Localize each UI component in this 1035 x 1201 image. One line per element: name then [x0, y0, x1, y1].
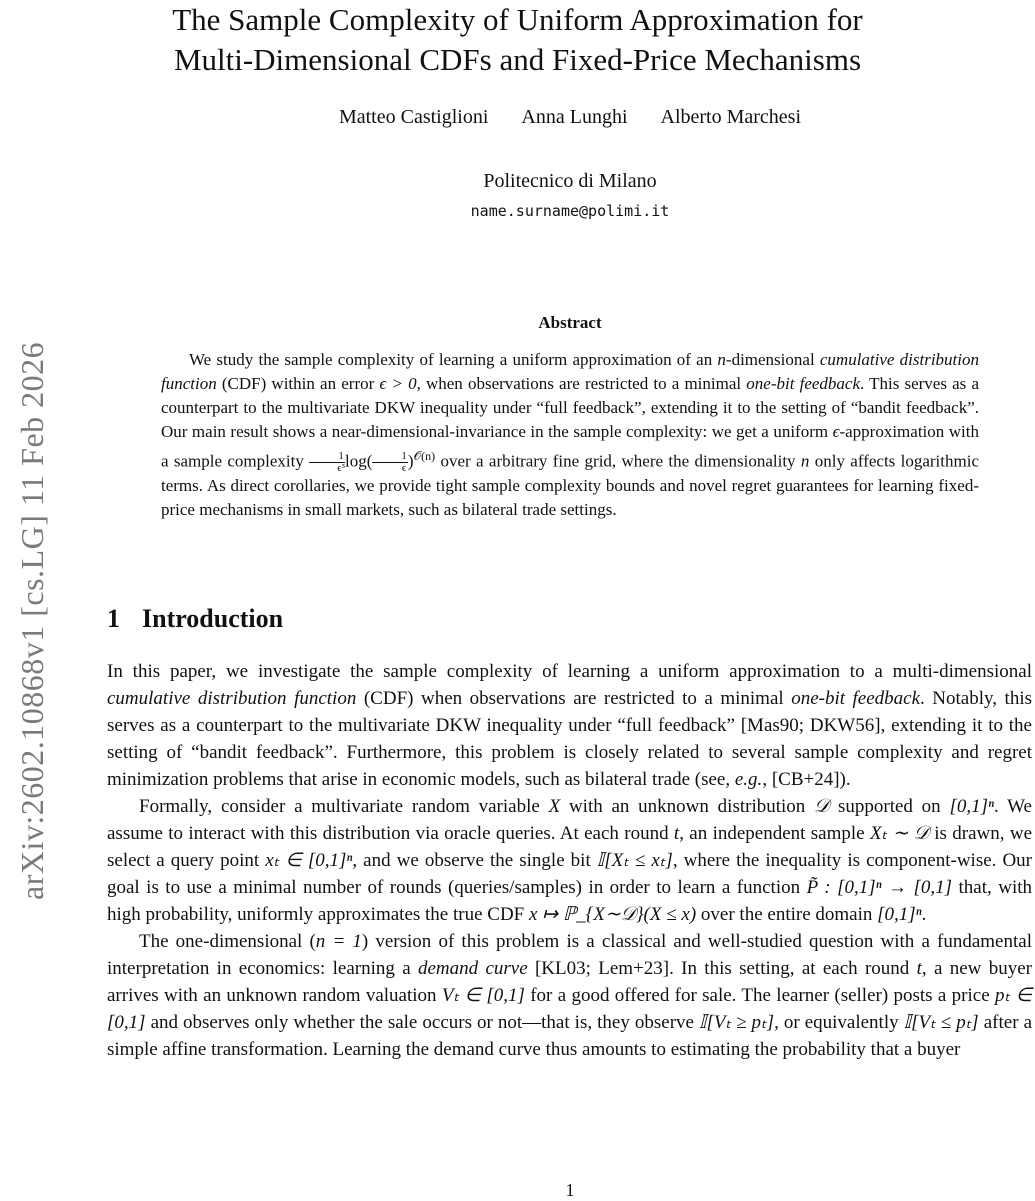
affiliation: Politecnico di Milano [483, 170, 657, 192]
title-line-2: Multi-Dimensional CDFs and Fixed-Price Mechanisms [173, 42, 862, 77]
author-list [0, 106, 1035, 129]
fraction: $\frac{1}{\text{ϵ³}}$ [309, 451, 345, 474]
page-number: 1 [565, 1180, 575, 1200]
author-name: Alberto Marchesi [660, 106, 802, 128]
abstract-body [161, 348, 979, 522]
paper-title [0, 0, 1035, 80]
arxiv-identifier: arXiv:2602.10868v1 [cs.LG] 11 Feb 2026 [14, 341, 50, 900]
abstract-paragraph: We study the sample complexity of learning a uniform approximation of an n-dimensional cumulative distribution function (CDF) within an error ϵ > 0, when observations are restricted to a minimal one-bit feedback. This serves as a counterpart to the multivariate DKW inequality under “full feedback”, extending it to the setting of “bandit feedback”. Our main result shows a near-dimensional-invariance in the sample complexity: we get a uniform ϵ-approximation with a sample complexity $\frac{1}{\text{ϵ³}}$ log( $\frac{1}{\epsilon}$ )$^{𝒪(n)}$ over a arbitrary fine grid, where the dimensionality n only affects logarithmic terms. As direct corollaries, we provide tight sample complexity bounds and novel regret guarantees for learning fixed-price mechanisms in small markets, such as bilateral trade settings. [161, 350, 980, 520]
section-title: Introduction [142, 604, 284, 633]
author-name: Matteo Castiglioni [338, 106, 489, 128]
contact-email: name.surname@polimi.it [470, 202, 670, 220]
body-paragraph: The one-dimensional (n = 1) version of this problem is a classical and well-studied question with a fundamental interpretation in economics: learning a demand curve [KL03; Lem+23]. In this setting, at each round t, a new buyer arrives with an unknown random valuation Vₜ ∈ [0,1] for a good offered for sale. The learner (seller) posts a price pₜ ∈ [0,1] and observes only whether the sale occurs or not—that is, they observe 𝕀[Vₜ ≥ pₜ], or equivalently 𝕀[Vₜ ≤ pₜ] after a simple affine transformation. Learning the demand curve thus amounts to estimating the probability that a buyer [107, 931, 1033, 1060]
fraction: $\frac{1}{\epsilon}$ [372, 451, 408, 474]
title-line-1: The Sample Complexity of Uniform Approximation for [172, 2, 863, 37]
section-number: 1 [107, 604, 120, 633]
abstract-heading: Abstract [538, 313, 602, 332]
introduction-body [107, 658, 1032, 1063]
author-name: Anna Lunghi [521, 106, 628, 128]
body-paragraph: Formally, consider a multivariate random variable X with an unknown distribution 𝒟 supported on [0,1]ⁿ. We assume to interact with this distribution via oracle queries. At each round t, an independent sample Xₜ ∼ 𝒟 is drawn, we select a query point xₜ ∈ [0,1]ⁿ, and we observe the single bit 𝕀[Xₜ ≤ xₜ], where the inequality is component-wise. Our goal is to use a minimal number of rounds (queries/samples) in order to learn a function P̃ : [0,1]ⁿ → [0,1] that, with high probability, uniformly approximates the true CDF x ↦ ℙ_{X∼𝒟}(X ≤ x) over the entire domain [0,1]ⁿ. [107, 796, 1033, 925]
section-heading [107, 604, 283, 634]
body-paragraph: In this paper, we investigate the sample complexity of learning a uniform approximation to a multi-dimensional cumulative distribution function (CDF) when observations are restricted to a minimal one-bit feedback. Notably, this serves as a counterpart to the multivariate DKW inequality under “full feedback” [Mas90; DKW56], extending it to the setting of “bandit feedback”. Furthermore, this problem is closely related to several sample complexity and regret minimization problems that arise in economic models, such as bilateral trade (see, e.g., [CB+24]). [107, 661, 1032, 790]
